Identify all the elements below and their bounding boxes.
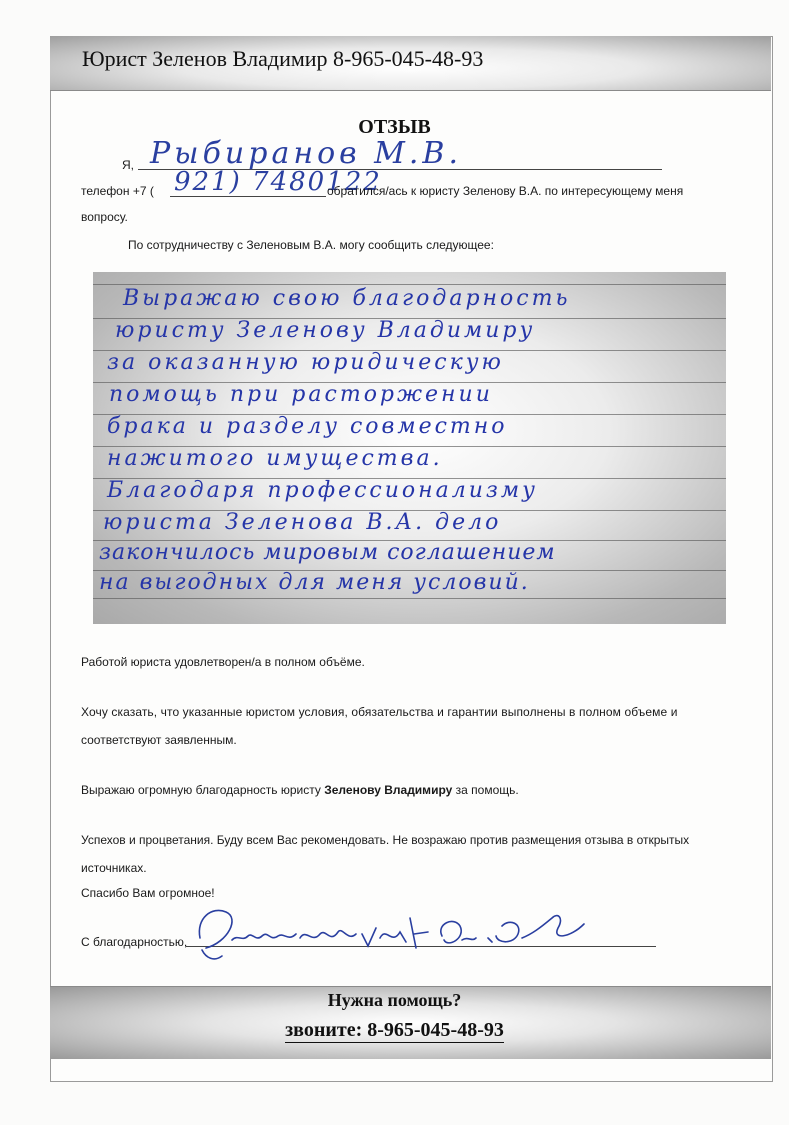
handwritten-line: юристу Зеленову Владимиру: [115, 318, 536, 343]
gratitude-text: Выражаю огромную благодарность юристу Зеленову Владимиру за помощь.: [81, 783, 519, 797]
footer-call-text: звоните: 8-965-045-48-93: [285, 1019, 504, 1041]
document-title: ОТЗЫВ: [358, 116, 431, 138]
handwritten-line: нажитого имущества.: [107, 446, 443, 471]
closing-label: С благодарностью,: [81, 935, 188, 949]
phone-suffix-cont: вопросу.: [81, 210, 128, 224]
phone-prefix: телефон +7 (: [81, 184, 154, 198]
phone-suffix: обратился/ась к юристу Зеленову В.А. по интересующему меня: [327, 184, 684, 198]
box-rule: [93, 284, 726, 285]
handwritten-line: юриста Зеленова В.А. дело: [103, 510, 502, 535]
handwritten-line: брака и разделу совместно: [107, 414, 508, 439]
ya-label: Я,: [122, 158, 134, 172]
handwritten-review-box: [93, 272, 726, 624]
handwritten-line: Благодаря профессионализму: [107, 478, 538, 503]
box-rule: [93, 598, 726, 599]
handwritten-line: Выражаю свою благодарность: [123, 286, 571, 311]
satisfaction-text: Работой юриста удовлетворен/а в полном объёме.: [81, 655, 365, 669]
footer-question: Нужна помощь?: [327, 990, 462, 1010]
footer-call: [0, 1019, 789, 1042]
handwritten-line: закончилось мировым соглашением: [99, 540, 556, 565]
handwritten-line: на выгодных для меня условий.: [99, 570, 530, 595]
handwritten-line: за оказанную юридическую: [107, 350, 504, 375]
conditions-text-line1: Хочу сказать, что указанные юристом условия, обязательства и гарантии выполнены в полном объеме и: [81, 705, 678, 719]
thanks-text: Спасибо Вам огромное!: [81, 886, 215, 900]
intro-text: По сотрудничеству с Зеленовым В.А. могу сообщить следующее:: [128, 238, 494, 252]
wishes-text-line2: источниках.: [81, 861, 147, 875]
ya-handwritten-name: Рыбиранов М.В.: [150, 136, 462, 171]
handwritten-line: помощь при расторжении: [109, 382, 493, 407]
signature-image: [192, 898, 612, 973]
wishes-text-line1: Успехов и процветания. Буду всем Вас рекомендовать. Не возражаю против размещения отзыва в открытых: [81, 833, 690, 847]
conditions-text-line2: соответствуют заявленным.: [81, 733, 237, 747]
phone-handwritten: 921) 7480122: [174, 167, 382, 197]
header-title: Юрист Зеленов Владимир 8-965-045-48-93: [82, 46, 484, 71]
